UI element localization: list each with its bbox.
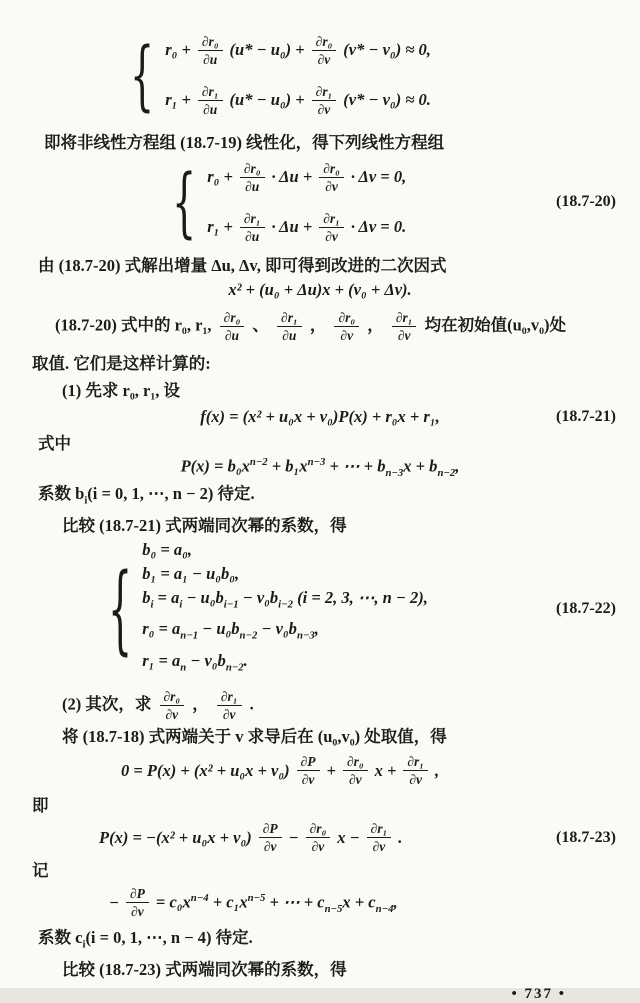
math-run: x + — [374, 760, 397, 780]
equation-label-18-7-21: (18.7-21) — [556, 408, 616, 425]
math-run: = $c_0x^{n-4} + c_1x^{n-5}$ + ⋯ + $c_{n-5}x + c_{n-4}$, — [155, 891, 398, 915]
fraction-dr1-dv: $\frac{\text{∂r₁}}{\partial v}$ — [312, 84, 337, 117]
paragraph-coefficients-b: 系数 $b_i(i = 0$, 1, ⋯, n − 2) 待定. — [38, 483, 255, 507]
equation-line: b₁ = a₁ − u₀b₀, — [142, 564, 240, 584]
left-brace: { — [172, 158, 197, 246]
equation-label-18-7-22: (18.7-22) — [556, 599, 616, 617]
text-run: (18.7-20) 式中的 r₀, r₁, — [55, 315, 212, 335]
paragraph-step-2 — [62, 689, 640, 722]
math-run: · Δu + — [271, 167, 313, 186]
math-run: − — [109, 892, 119, 912]
fraction-dr0-dv: $\frac{\text{∂r₀}}{\partial v}$ — [334, 310, 359, 343]
separator: ， — [367, 315, 384, 335]
equation-18-7-20-row — [0, 157, 640, 247]
fraction-dr1-dv: $\frac{\text{∂r₁}}{\partial v}$ — [217, 689, 242, 722]
paragraph-compare-18-7-23: 比较 (18.7-23) 式两端同次幂的系数，得 — [62, 960, 347, 980]
math-run: r₀ + — [207, 167, 233, 186]
fraction-dr0-dv: $\frac{\text{∂r₀}}{\partial v}$ — [312, 34, 337, 67]
equation-18-7-23-row — [0, 818, 640, 858]
equation-line: b₀ = a₀, — [142, 540, 192, 560]
math-run: · Δu + — [271, 217, 313, 236]
text-run: 均在初始值(u₀,v₀)处 — [424, 315, 567, 335]
math-run: P(x) = −(x² + u₀x + v₀) — [99, 827, 252, 847]
paragraph-coefficients-c: 系数 $c_i(i = 0$, 1, ⋯, n − 4) 待定. — [38, 927, 253, 951]
math-run: r₁ + — [165, 90, 191, 109]
math-run: r₀ + — [165, 40, 191, 59]
paragraph-step-1: (1) 先求 r₀, r₁, 设 — [62, 381, 181, 400]
fraction-dr1-dv: $\frac{\text{∂r₁}}{\partial v}$ — [367, 821, 392, 854]
fraction-dr1-du: $\frac{\text{∂r₁}}{\partial u}$ — [198, 84, 223, 117]
text-run: (2) 其次，求 — [62, 694, 152, 714]
equation-fx: f(x) = (x² + u₀x + v₀)P(x) + r₀x + r₁, — [200, 407, 440, 426]
equation-system-approx — [130, 30, 640, 120]
math-run: x − — [337, 827, 360, 847]
fraction-dr1-dv: $\frac{\text{∂r₁}}{\partial v}$ — [319, 211, 344, 244]
paragraph-derivative: 将 (18.7-18) 式两端关于 v 求导后在 (u₀,v₀) 处取值，得 — [62, 726, 447, 746]
paragraph-where: 式中 — [38, 434, 71, 453]
equation-label-18-7-23: (18.7-23) — [556, 828, 616, 846]
math-run: 0 = P(x) + (x² + u₀x + v₀) — [121, 760, 290, 780]
math-run: · Δv = 0, — [350, 167, 407, 186]
math-run: − — [288, 827, 299, 847]
paragraph-values-2: 取值. 它们是这样计算的: — [32, 354, 211, 373]
equation-line: $r_1 = a_n - v_0b_{n-2}$. — [142, 650, 248, 673]
equation-label-18-7-20: (18.7-20) — [556, 193, 616, 210]
math-run: + — [326, 760, 336, 780]
paragraph-compare-18-7-21: 比较 (18.7-21) 式两端同次幂的系数，得 — [62, 516, 347, 536]
equation-zero — [0, 751, 640, 791]
math-run: (u* − u₀) + — [229, 40, 305, 59]
math-run: (u* − u₀) + — [229, 90, 305, 109]
fraction-dr1-dv: $\frac{\text{∂r₁}}{\partial v}$ — [403, 754, 428, 787]
left-brace: { — [130, 31, 155, 119]
fraction-dr1-du: $\frac{\text{∂r₁}}{\partial u}$ — [277, 310, 302, 343]
fraction-dr0-dv: $\frac{\text{∂r₀}}{\partial v}$ — [160, 689, 185, 722]
fraction-dP-dv: $\frac{\partial P}{\partial v}$ — [259, 821, 282, 854]
fraction-dr0-dv: $\frac{\text{∂r₀}}{\partial v}$ — [319, 161, 344, 194]
equation-line: $b_i = a_i - u_0b_{i-1} - v_0b_{i-2}$ (i = 2, 3, ⋯, n − 2), — [142, 588, 428, 611]
fraction-dr0-dv: $\frac{\text{∂r₀}}{\partial v}$ — [343, 754, 368, 787]
paragraph-linearize: 即将非线性方程组 (18.7-19) 线性化，得下列线性方程组 — [44, 133, 445, 152]
left-brace: { — [108, 552, 133, 665]
fraction-dr0-du: $\frac{\text{∂r₀}}{\partial u}$ — [220, 310, 245, 343]
equation-px: $P(x) = b_0x^{n-2} + b_1x^{n-3}$ + ⋯ + $b_{n-3}x + b_{n-2}$, — [180, 456, 460, 479]
page-number: • 737 • — [511, 986, 566, 1003]
math-run: (v* − v₀) ≈ 0, — [343, 40, 431, 59]
text-run: . — [249, 694, 254, 714]
separator: ， — [309, 315, 327, 335]
equation-line — [162, 80, 434, 120]
equation-line — [162, 30, 434, 70]
separator: ， — [192, 694, 209, 714]
fraction-dP-dv: $\frac{\partial P}{\partial v}$ — [126, 886, 149, 919]
fraction-dr0-dv: $\frac{\text{∂r₀}}{\partial v}$ — [306, 821, 331, 854]
fraction-dr0-du: $\frac{\text{∂r₀}}{\partial u}$ — [240, 161, 265, 194]
math-run: r₁ + — [207, 217, 233, 236]
fraction-dr0-du: $\frac{\text{∂r₀}}{\partial u}$ — [198, 34, 223, 67]
separator: 、 — [252, 315, 269, 335]
fraction-dr1-dv: $\frac{\text{∂r₁}}{\partial v}$ — [392, 310, 417, 343]
equation-line: $r_0 = a_{n-1} - u_0b_{n-2} - v_0b_{n-3}$, — [142, 619, 319, 642]
equation-line — [204, 207, 409, 247]
math-run: . — [398, 827, 403, 847]
equation-dpdv-expansion — [0, 883, 640, 923]
equation-line — [204, 157, 409, 197]
equation-px-negative — [0, 818, 640, 858]
fraction-dP-dv: $\frac{\partial P}{\partial v}$ — [297, 754, 320, 787]
paragraph-values — [0, 310, 640, 343]
equation-18-7-22-row — [0, 538, 640, 679]
math-run: , — [435, 760, 440, 780]
paragraph-ie: 即 — [32, 795, 49, 815]
equation-improved-quadratic: x² + (u₀ + Δu)x + (v₀ + Δv). — [228, 280, 412, 299]
paragraph-denote: 记 — [32, 860, 49, 880]
math-run: · Δv = 0. — [350, 217, 407, 236]
math-run: (v* − v₀) ≈ 0. — [343, 90, 431, 109]
equation-18-7-21-row — [0, 407, 640, 427]
paragraph-increment: 由 (18.7-20) 式解出增量 Δu, Δv, 即可得到改进的二次因式 — [38, 256, 447, 275]
fraction-dr1-du: $\frac{\text{∂r₁}}{\partial u}$ — [240, 211, 265, 244]
